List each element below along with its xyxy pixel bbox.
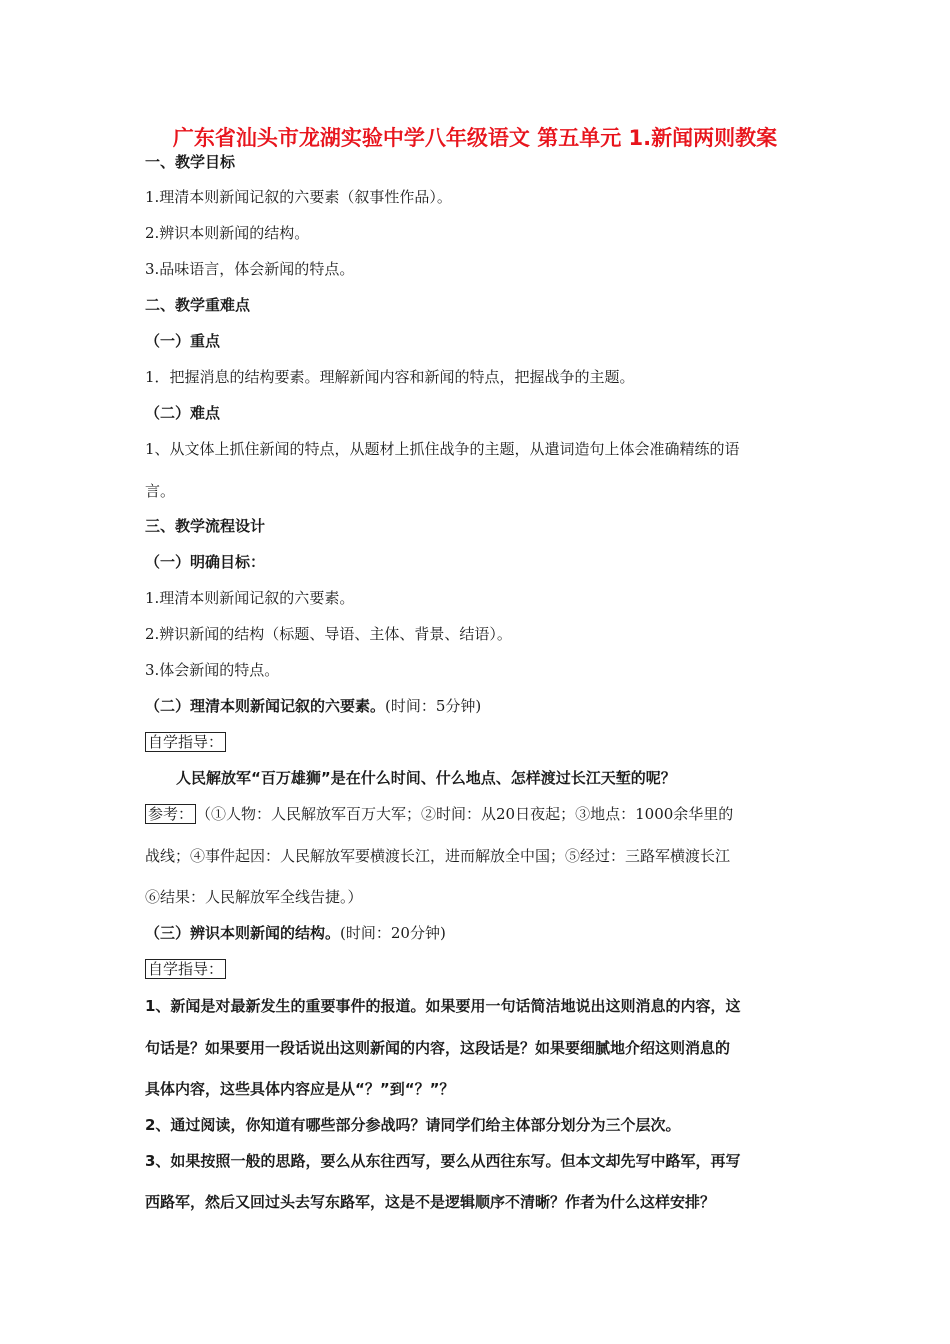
reference-row-1 <box>145 804 733 824</box>
subheading-clarify-goals: （一）明确目标： <box>145 553 266 571</box>
goal-item-3: 3.体会新闻的特点。 <box>145 661 280 679</box>
self-study-guide-label: 自学指导： <box>145 732 226 752</box>
self-study-guide-row-2 <box>145 959 226 979</box>
subheading-key-point: （一）重点 <box>145 332 221 350</box>
section-heading-objectives: 一、教学目标 <box>145 153 236 171</box>
question-1-line-1: 1、新闻是对最新发生的重要事件的报道。如果要用一句话简洁地说出这则消息的内容，这 <box>145 997 741 1015</box>
question-2: 2、通过阅读，你知道有哪些部分参战吗？请同学们给主体部分划分为三个层次。 <box>145 1116 681 1134</box>
objective-item-3: 3.品味语言，体会新闻的特点。 <box>145 260 355 278</box>
time-note-5min: (时间：5分钟) <box>385 697 482 715</box>
section-heading-key-points: 二、教学重难点 <box>145 296 251 314</box>
self-study-guide-row-1 <box>145 732 226 752</box>
question-1-line-3: 具体内容，这些具体内容应是从“？”到“？”？ <box>145 1080 455 1098</box>
subheading-difficulty: （二）难点 <box>145 404 221 422</box>
subheading-structure-row <box>145 923 446 943</box>
six-elements-question: 人民解放军“百万雄狮”是在什么时间、什么地点、怎样渡过长江天堑的呢？ <box>176 769 676 787</box>
subheading-six-elements: （二）理清本则新闻记叙的六要素。 <box>145 697 386 715</box>
subheading-structure: （三）辨识本则新闻的结构。 <box>145 924 341 942</box>
key-point-text: 1．把握消息的结构要素。理解新闻内容和新闻的特点，把握战争的主题。 <box>145 368 635 386</box>
difficulty-text-line-2: 言。 <box>145 482 176 500</box>
time-note-20min: (时间：20分钟) <box>340 924 446 942</box>
question-3-line-2: 西路军，然后又回过头去写东路军，这是不是逻辑顺序不清晰？作者为什么这样安排？ <box>145 1193 716 1211</box>
objective-item-2: 2.辨识本则新闻的结构。 <box>145 224 310 242</box>
objective-item-1: 1.理清本则新闻记叙的六要素（叙事性作品）。 <box>145 188 452 206</box>
reference-label: 参考： <box>145 804 196 824</box>
question-3-line-1: 3、如果按照一般的思路，要么从东往西写，要么从西往东写。但本文却先写中路军，再写 <box>145 1152 741 1170</box>
reference-text-line-2: 战线；④事件起因：人民解放军要横渡长江，进而解放全中国；⑤经过：三路军横渡长江 <box>145 847 731 865</box>
subheading-six-elements-row <box>145 696 481 716</box>
goal-item-1: 1.理清本则新闻记叙的六要素。 <box>145 589 355 607</box>
document-title: 广东省汕头市龙湖实验中学八年级语文 第五单元 1.新闻两则教案 <box>172 126 778 150</box>
reference-text-line-1: （①人物：人民解放军百万大军；②时间：从20日夜起；③地点：1000余华里的 <box>196 805 734 823</box>
reference-text-line-3: ⑥结果：人民解放军全线告捷。） <box>145 888 363 906</box>
goal-item-2: 2.辨识新闻的结构（标题、导语、主体、背景、结语）。 <box>145 625 512 643</box>
section-heading-process: 三、教学流程设计 <box>145 517 266 535</box>
question-1-line-2: 句话是？如果要用一段话说出这则新闻的内容，这段话是？如果要细腻地介绍这则消息的 <box>145 1039 731 1057</box>
difficulty-text-line-1: 1、从文体上抓住新闻的特点，从题材上抓住战争的主题，从遣词造句上体会准确精练的语 <box>145 440 740 458</box>
self-study-guide-label-2: 自学指导： <box>145 959 226 979</box>
